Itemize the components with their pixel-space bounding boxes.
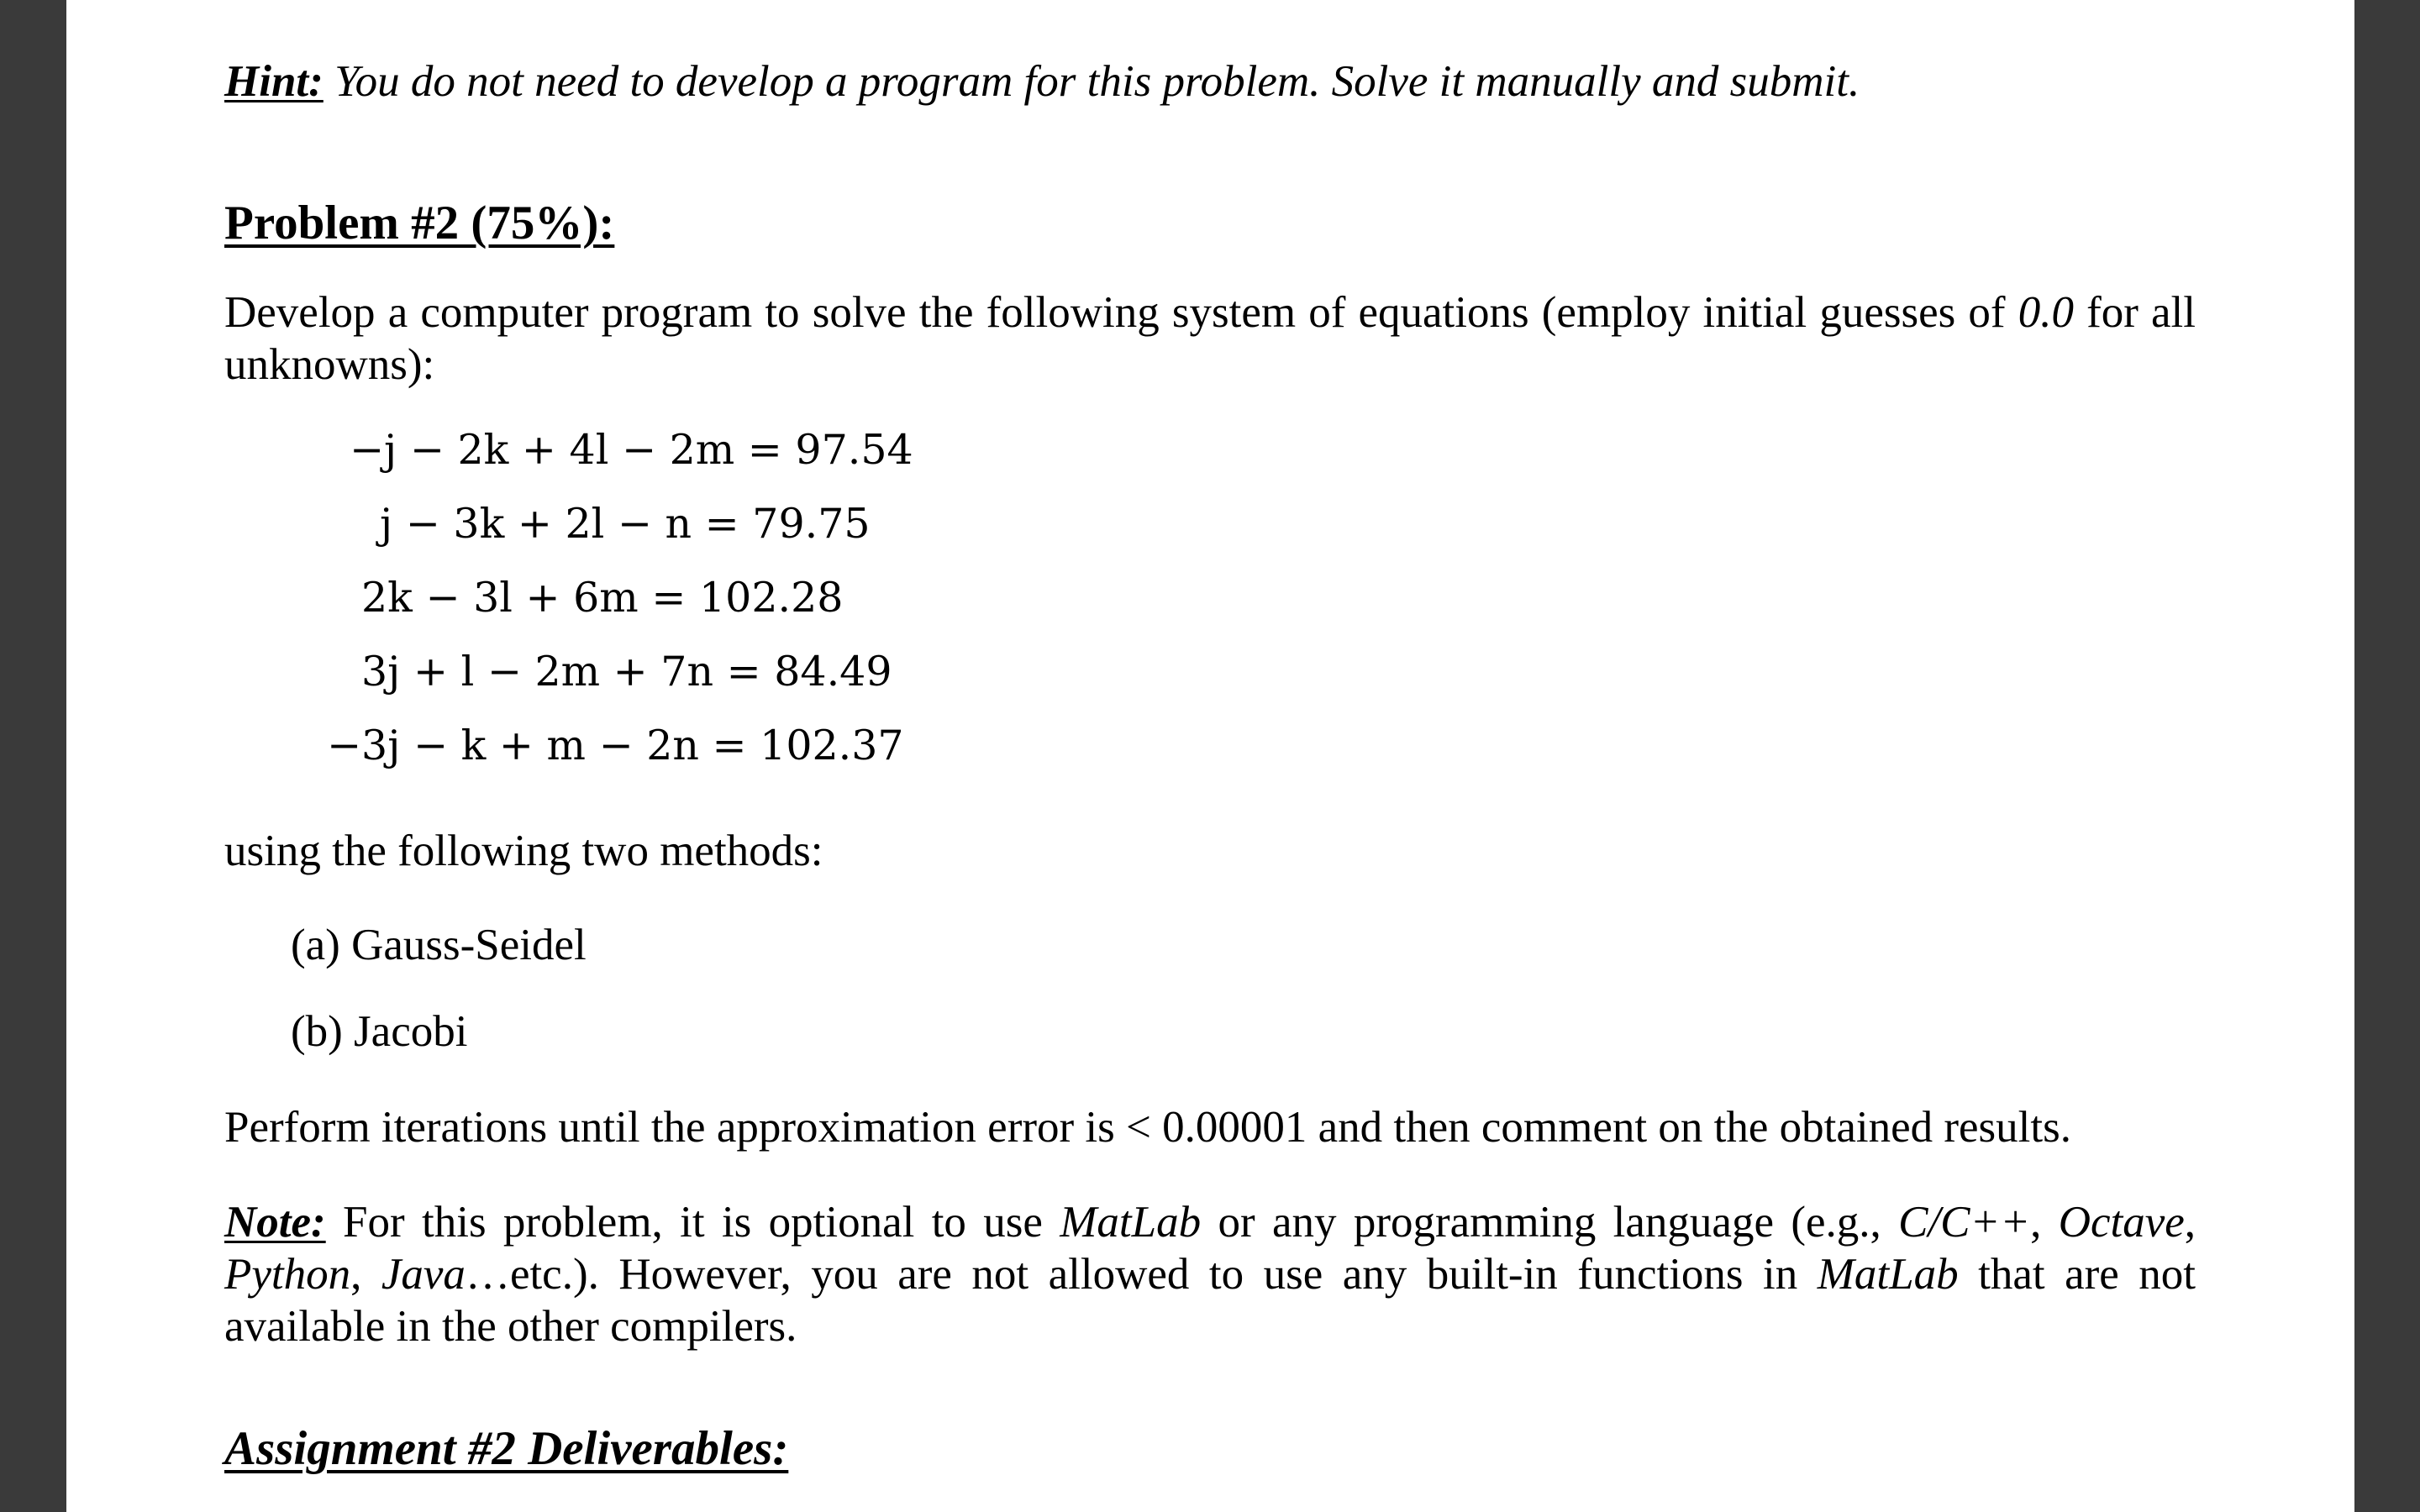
intro-line-2: unknowns): (224, 340, 435, 389)
equation-5: −3j − k + m − 2n = 102.37 (327, 722, 904, 769)
hint-line (224, 55, 1860, 108)
equation-1: −j − 2k + 4l − 2m = 97.54 (350, 426, 913, 474)
equation-3: 2k − 3l + 6m = 102.28 (361, 574, 844, 622)
deliverables-heading: Assignment #2 Deliverables: (224, 1422, 789, 1475)
perform-text: Perform iterations until the approximation error is < 0.00001 and then comment on the obtained results. (224, 1103, 2071, 1152)
note-line-3: available in the other compilers. (224, 1302, 797, 1351)
intro-line-1: Develop a computer program to solve the following system of equations (employ initial guesses of 0.0 for all (224, 288, 2196, 337)
method-jacobi: (b) Jacobi (291, 1007, 468, 1056)
equation-4: 3j + l − 2m + 7n = 84.49 (361, 648, 892, 696)
hint-text: You do not need to develop a program for this problem. Solve it manually and submit. (323, 57, 1860, 106)
hint-label: Hint: (224, 57, 324, 106)
note-paragraph (224, 1196, 2196, 1352)
using-text: using the following two methods: (224, 827, 823, 875)
note-line-1: Note: For this problem, it is optional to use MatLab or any programming language (e.g., C/C++, Octave, (224, 1198, 2196, 1247)
problem-heading: Problem #2 (75%): (224, 197, 615, 249)
note-line-2: Python, Java…etc.). However, you are not allowed to use any built-in functions in MatLab that are not (224, 1250, 2196, 1299)
document-page (66, 0, 2354, 1512)
problem-intro (224, 286, 2196, 391)
equation-2: j − 3k + 2l − n = 79.75 (380, 500, 871, 548)
method-gauss-seidel: (a) Gauss-Seidel (291, 921, 587, 969)
